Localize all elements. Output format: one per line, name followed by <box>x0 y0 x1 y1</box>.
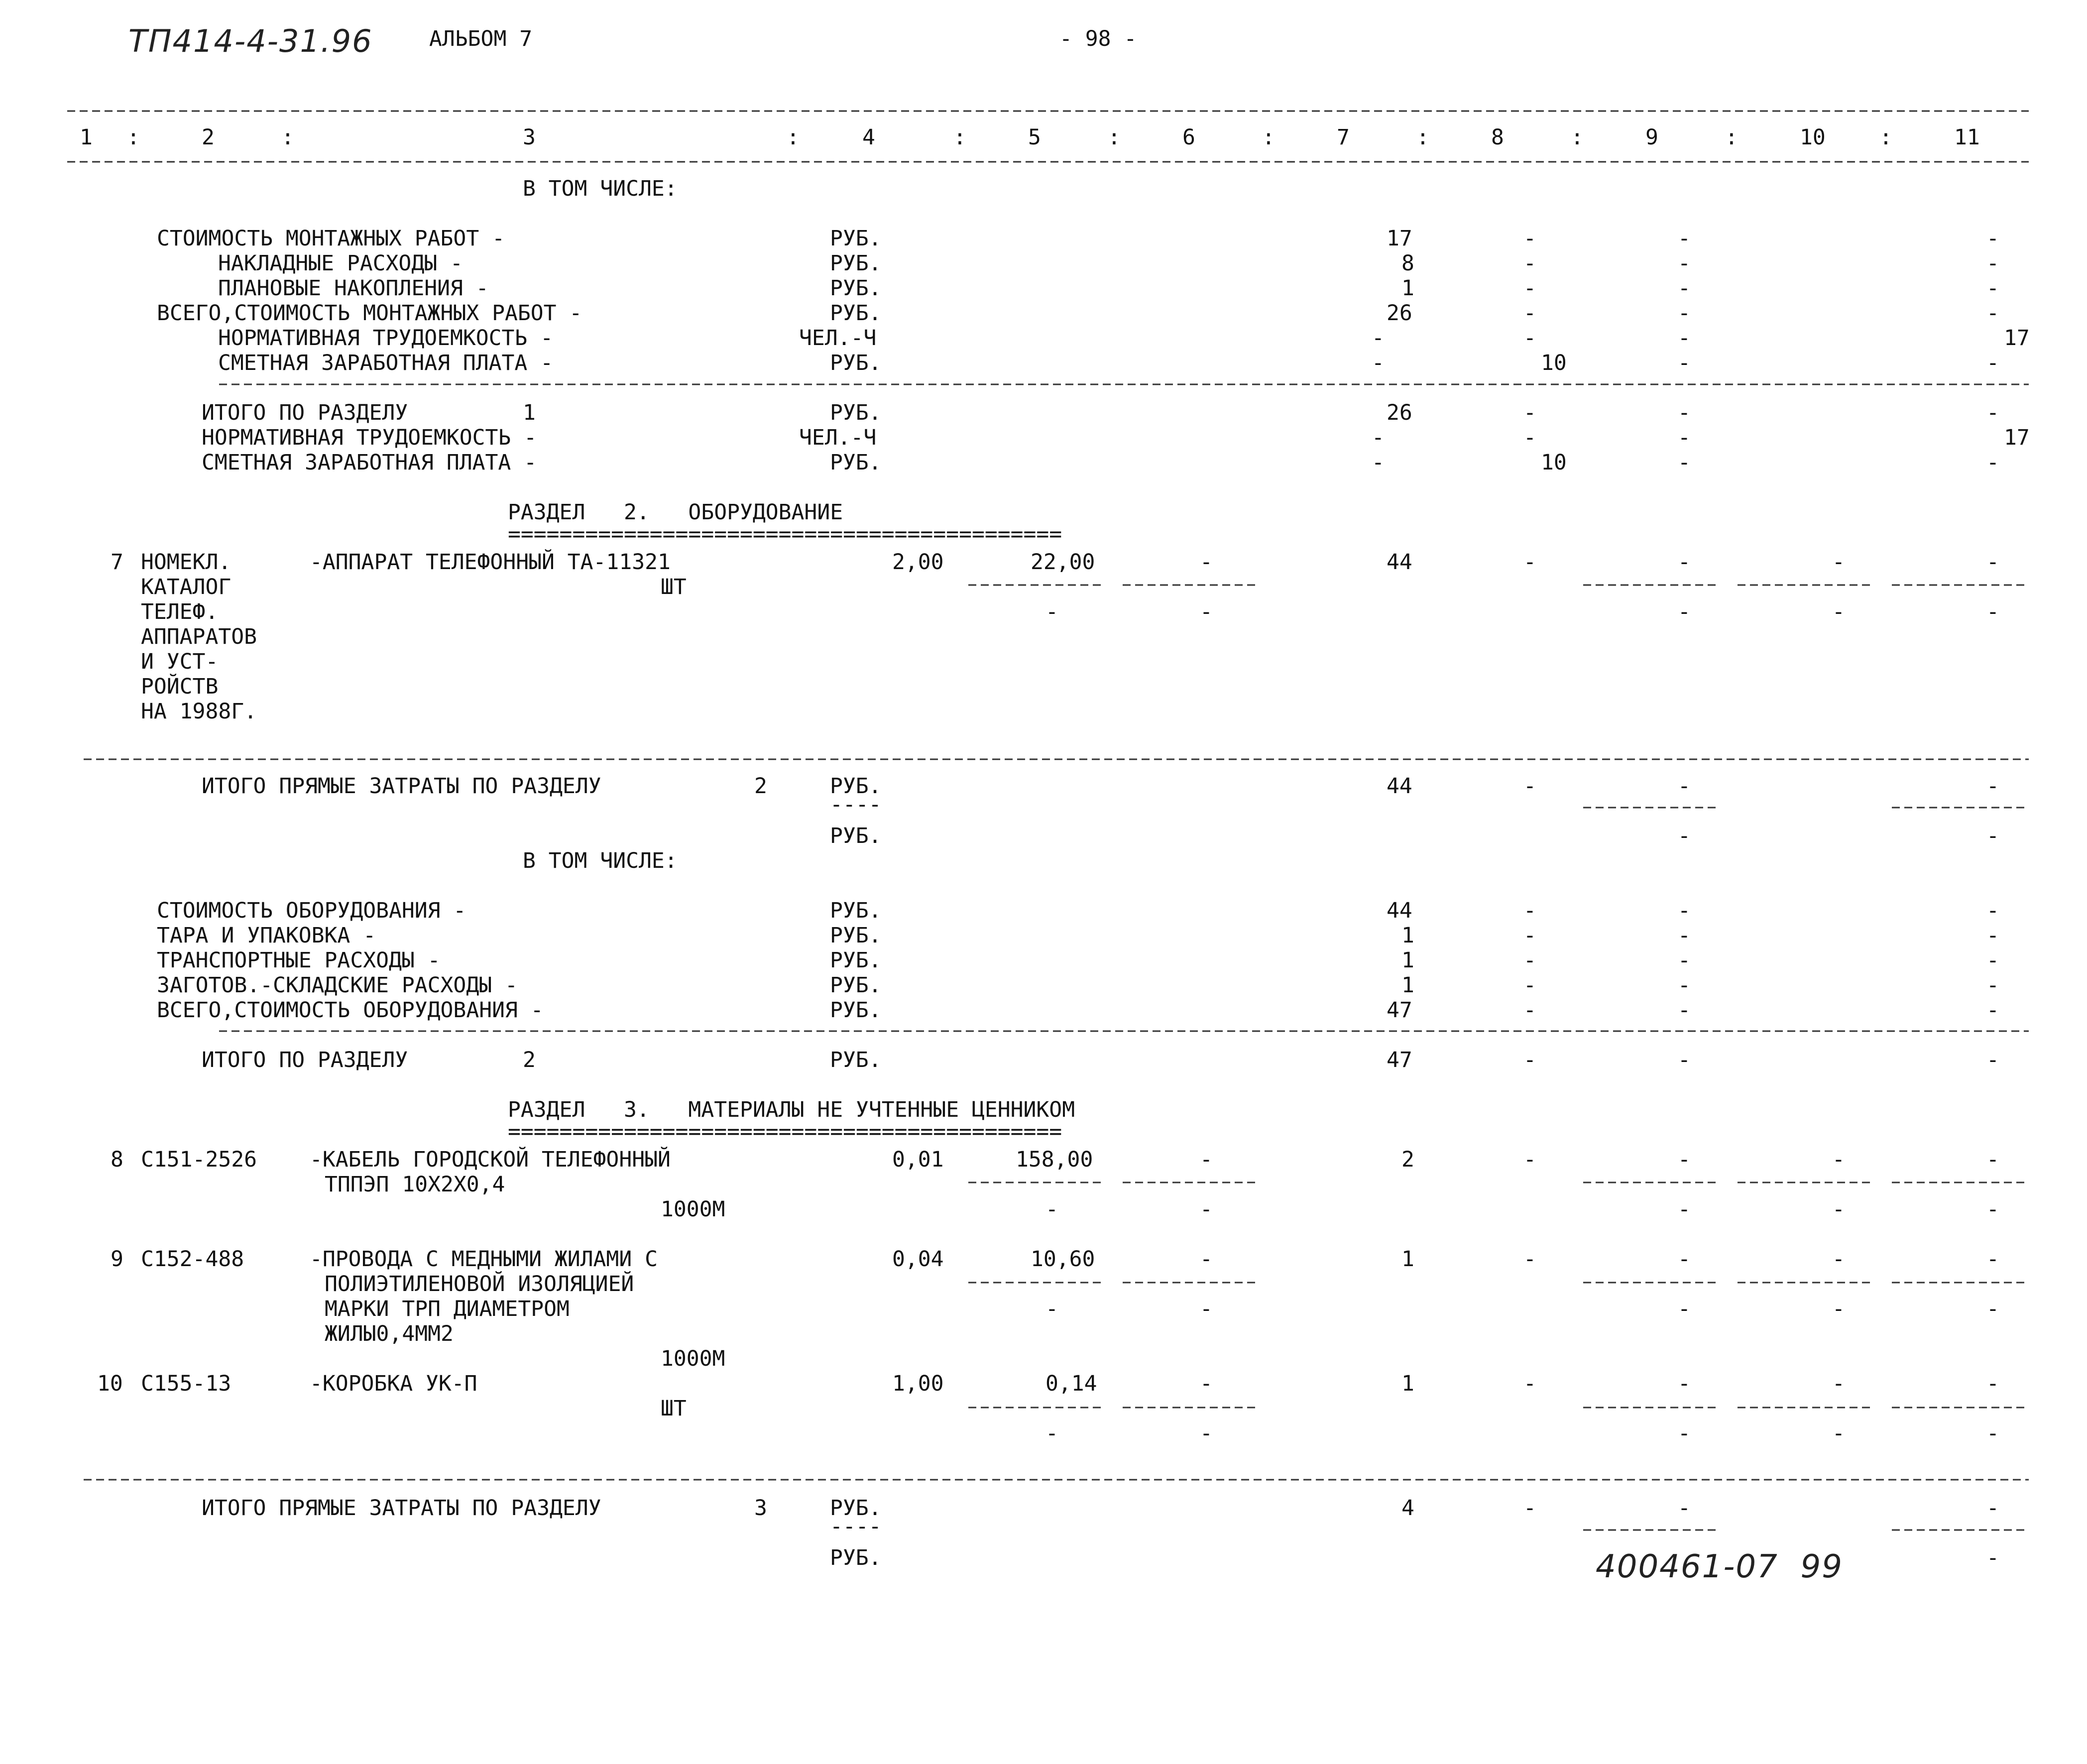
s1-row-unit: РУБ. <box>830 276 882 301</box>
item-7-code-line: КАТАЛОГ <box>141 575 232 599</box>
s2-row-c8: - <box>1523 948 1536 973</box>
s1-row-c11: - <box>1986 251 1999 276</box>
item-10-qty: 1,00 <box>892 1371 944 1396</box>
s1-total-label: СМЕТНАЯ ЗАРАБОТНАЯ ПЛАТА - <box>202 450 537 475</box>
item-9-c9: - <box>1678 1247 1691 1272</box>
s2-row-unit: РУБ. <box>830 923 882 948</box>
s1-total-unit: ЧЕЛ.-Ч <box>799 425 877 450</box>
s1-row-c9: - <box>1678 301 1691 326</box>
s2-row-c9: - <box>1678 948 1691 973</box>
handwritten-doc-code: ТП414-4-31.96 <box>128 23 373 59</box>
item-9-c6-sub: - <box>1200 1296 1213 1321</box>
s2-row-label: ТРАНСПОРТНЫЕ РАСХОДЫ - <box>157 948 441 973</box>
item-10-c10-sub: - <box>1832 1421 1845 1446</box>
item-7-c5-sub: - <box>1045 599 1058 624</box>
s1-total-unit: РУБ. <box>830 450 882 475</box>
s2-row-c7: 1 <box>1401 973 1414 998</box>
item-9-c9-sub: - <box>1678 1296 1691 1321</box>
item-7-unit: ШТ <box>661 575 687 599</box>
s1-row-c9: - <box>1678 226 1691 251</box>
item-9-price: 10,60 <box>1031 1247 1095 1272</box>
item-8-name-line: ТППЭП 10Х2Х0,4 <box>325 1172 505 1197</box>
item-10-name-line: -КОРОБКА УК-П <box>310 1371 477 1396</box>
section3-title: РАЗДЕЛ 3. МАТЕРИАЛЫ НЕ УЧТЕННЫЕ ЦЕННИКОМ <box>508 1097 1075 1122</box>
item-8-qty: 0,01 <box>892 1147 944 1172</box>
col-sep: : <box>1879 125 1892 150</box>
item-9-num: 9 <box>111 1247 123 1272</box>
item-7-c6-sub: - <box>1200 599 1213 624</box>
s2-direct-unit: РУБ. <box>830 774 882 799</box>
item-8-c10-sub: - <box>1832 1197 1845 1222</box>
s1-row-c7: - <box>1372 326 1385 351</box>
s2-row-c11: - <box>1986 973 1999 998</box>
s1-row-label: ПЛАНОВЫЕ НАКОПЛЕНИЯ - <box>218 276 489 301</box>
s2-total-c9: - <box>1678 1048 1691 1072</box>
item-9-c11-sub: - <box>1986 1296 1999 1321</box>
item-8-c7: 2 <box>1401 1147 1414 1172</box>
s3-direct-unit: РУБ. <box>830 1496 882 1521</box>
col-sep: : <box>127 125 140 150</box>
s1-total-c11: - <box>1986 400 1999 425</box>
s2-total-c8: - <box>1523 1048 1536 1072</box>
item-7-c7: 44 <box>1387 550 1412 575</box>
item-10-c5-sub: - <box>1045 1421 1058 1446</box>
item-7-c8: - <box>1523 550 1536 575</box>
s1-total-num: 1 <box>523 400 536 425</box>
s2-row-label: ЗАГОТОВ.-СКЛАДСКИЕ РАСХОДЫ - <box>157 973 518 998</box>
item-10-c11: - <box>1986 1371 1999 1396</box>
s2-direct-c11: - <box>1986 774 1999 799</box>
s1-row-label: НОРМАТИВНАЯ ТРУДОЕМКОСТЬ - <box>218 326 554 351</box>
s3-direct-unit-dashes: ---- <box>830 1514 882 1539</box>
s2-row-c11: - <box>1986 898 1999 923</box>
s2-row-unit: РУБ. <box>830 948 882 973</box>
s1-row-c11: - <box>1986 301 1999 326</box>
s1-total-c9: - <box>1678 425 1691 450</box>
item-10-c9-sub: - <box>1678 1421 1691 1446</box>
col-sep: : <box>1725 125 1738 150</box>
s1-row-c9: - <box>1678 251 1691 276</box>
s2-row-c11: - <box>1986 948 1999 973</box>
s1-row-c8: - <box>1523 251 1536 276</box>
item-9-name-line: ПОЛИЭТИЛЕНОВОЙ ИЗОЛЯЦИЕЙ <box>325 1272 634 1296</box>
item-10-c6-sub: - <box>1200 1421 1213 1446</box>
in-total-heading: В ТОМ ЧИСЛЕ: <box>523 848 678 873</box>
item-8-price: 158,00 <box>1016 1147 1093 1172</box>
s2-row-c7: 1 <box>1401 948 1414 973</box>
s3-direct-c8: - <box>1523 1496 1536 1521</box>
s2-direct-unit-dashes: ---- <box>830 792 882 817</box>
s2-row-c7: 44 <box>1387 898 1412 923</box>
item-9-c7: 1 <box>1401 1247 1414 1272</box>
item-10-price: 0,14 <box>1045 1371 1097 1396</box>
s2-row-c8: - <box>1523 973 1536 998</box>
s2-total-unit: РУБ. <box>830 1048 882 1072</box>
col-sep: : <box>1108 125 1121 150</box>
item-7-c10-sub: - <box>1832 599 1845 624</box>
item-8-c6: - <box>1200 1147 1213 1172</box>
s1-row-label: НАКЛАДНЫЕ РАСХОДЫ - <box>218 251 463 276</box>
s2-row-unit: РУБ. <box>830 898 882 923</box>
item-8-c9-sub: - <box>1678 1197 1691 1222</box>
s2-row-unit: РУБ. <box>830 998 882 1023</box>
section2-underline: =========================================== <box>508 522 1062 547</box>
item-9-name-line: МАРКИ ТРП ДИАМЕТРОМ <box>325 1296 570 1321</box>
s3-direct-num: 3 <box>754 1496 767 1521</box>
s1-row-label: ВСЕГО,СТОИМОСТЬ МОНТАЖНЫХ РАБОТ - <box>157 301 582 326</box>
s1-row-unit: ЧЕЛ.-Ч <box>799 326 877 351</box>
s1-total-c8: - <box>1523 400 1536 425</box>
col-num-10: 10 <box>1800 125 1826 150</box>
item-8-num: 8 <box>111 1147 123 1172</box>
s1-row-c9: - <box>1678 351 1691 375</box>
s1-total-c9: - <box>1678 400 1691 425</box>
col-sep: : <box>953 125 966 150</box>
item-7-c11: - <box>1986 550 1999 575</box>
col-num-4: 4 <box>862 125 875 150</box>
item-10-unit: ШТ <box>661 1396 687 1421</box>
s1-row-label: СТОИМОСТЬ МОНТАЖНЫХ РАБОТ - <box>157 226 505 251</box>
item-7-code-line: РОЙСТВ <box>141 674 219 699</box>
s2-row-c9: - <box>1678 923 1691 948</box>
s1-total-c8: 10 <box>1541 450 1567 475</box>
handwritten-stamp-number: 400461-07 99 <box>1596 1548 1843 1585</box>
s1-row-c11: 17 <box>2004 326 2030 351</box>
s2-row-label: ТАРА И УПАКОВКА - <box>157 923 376 948</box>
col-num-9: 9 <box>1645 125 1658 150</box>
s2-row-c8: - <box>1523 898 1536 923</box>
s1-total-label: ИТОГО ПО РАЗДЕЛУ <box>202 400 408 425</box>
s1-row-label: СМЕТНАЯ ЗАРАБОТНАЯ ПЛАТА - <box>218 351 554 375</box>
s2-direct-c11-sub: - <box>1986 823 1999 848</box>
item-9-c11: - <box>1986 1247 1999 1272</box>
s2-direct-c9: - <box>1678 774 1691 799</box>
item-7-code-line: И УСТ- <box>141 649 219 674</box>
s3-direct-c11: - <box>1986 1496 1999 1521</box>
item-7-name: -АППАРАТ ТЕЛЕФОННЫЙ ТА-11321 <box>310 550 671 575</box>
item-9-name-line: ЖИЛЫ0,4ММ2 <box>325 1321 454 1346</box>
item-10-c9: - <box>1678 1371 1691 1396</box>
col-num-11: 11 <box>1954 125 1980 150</box>
s1-row-unit: РУБ. <box>830 251 882 276</box>
s1-row-unit: РУБ. <box>830 301 882 326</box>
s2-total-num: 2 <box>523 1048 536 1072</box>
page-number: - 98 - <box>1059 26 1137 51</box>
col-sep: : <box>787 125 800 150</box>
album-label: АЛЬБОМ 7 <box>429 26 533 51</box>
section2-title: РАЗДЕЛ 2. ОБОРУДОВАНИЕ <box>508 500 843 525</box>
item-8-name-line: -КАБЕЛЬ ГОРОДСКОЙ ТЕЛЕФОННЫЙ <box>310 1147 671 1172</box>
s2-row-c9: - <box>1678 998 1691 1023</box>
section3-underline: =========================================== <box>508 1119 1062 1144</box>
s1-row-c8: - <box>1523 326 1536 351</box>
s1-total-c11: 17 <box>2004 425 2030 450</box>
col-num-6: 6 <box>1182 125 1195 150</box>
s1-total-c9: - <box>1678 450 1691 475</box>
item-10-c6: - <box>1200 1371 1213 1396</box>
item-9-c10: - <box>1832 1247 1845 1272</box>
s1-row-unit: РУБ. <box>830 226 882 251</box>
s3-direct-unit-2: РУБ. <box>830 1545 882 1570</box>
s1-total-unit: РУБ. <box>830 400 882 425</box>
item-8-c11: - <box>1986 1147 1999 1172</box>
col-sep: : <box>1571 125 1584 150</box>
item-8-code: С151-2526 <box>141 1147 257 1172</box>
s2-row-c7: 47 <box>1387 998 1412 1023</box>
s2-row-c7: 1 <box>1401 923 1414 948</box>
item-9-unit: 1000М <box>661 1346 725 1371</box>
s1-row-c11: - <box>1986 351 1999 375</box>
item-10-c7: 1 <box>1401 1371 1414 1396</box>
col-num-8: 8 <box>1491 125 1504 150</box>
in-total-heading: В ТОМ ЧИСЛЕ: <box>523 176 678 201</box>
s2-direct-c9-sub: - <box>1678 823 1691 848</box>
item-7-c6: - <box>1200 550 1213 575</box>
s3-direct-c11-sub: - <box>1986 1545 1999 1570</box>
item-10-c8: - <box>1523 1371 1536 1396</box>
item-9-qty: 0,04 <box>892 1247 944 1272</box>
item-7-price: 22,00 <box>1031 550 1095 575</box>
item-7-c11-sub: - <box>1986 599 1999 624</box>
item-7-c9: - <box>1678 550 1691 575</box>
item-9-name-line: -ПРОВОДА С МЕДНЫМИ ЖИЛАМИ С <box>310 1247 658 1272</box>
s1-row-c7: 26 <box>1387 301 1412 326</box>
item-10-c10: - <box>1832 1371 1845 1396</box>
s2-row-c11: - <box>1986 998 1999 1023</box>
s1-total-c11: - <box>1986 450 1999 475</box>
item-8-c10: - <box>1832 1147 1845 1172</box>
s2-row-c9: - <box>1678 973 1691 998</box>
s1-total-c7: - <box>1372 450 1385 475</box>
col-sep: : <box>281 125 294 150</box>
item-7-code-line: АППАРАТОВ <box>141 624 257 649</box>
item-8-unit: 1000М <box>661 1197 725 1222</box>
item-9-code: С152-488 <box>141 1247 244 1272</box>
col-num-1: 1 <box>80 125 93 150</box>
s2-direct-c7: 44 <box>1387 774 1412 799</box>
s3-direct-c9: - <box>1678 1496 1691 1521</box>
item-8-c9: - <box>1678 1147 1691 1172</box>
item-7-c9-sub: - <box>1678 599 1691 624</box>
s1-row-c11: - <box>1986 226 1999 251</box>
item-7-c10: - <box>1832 550 1845 575</box>
item-9-c10-sub: - <box>1832 1296 1845 1321</box>
s2-direct-label: ИТОГО ПРЯМЫЕ ЗАТРАТЫ ПО РАЗДЕЛУ <box>202 774 601 799</box>
s2-direct-num: 2 <box>754 774 767 799</box>
item-10-num: 10 <box>97 1371 123 1396</box>
col-num-2: 2 <box>202 125 215 150</box>
col-num-5: 5 <box>1028 125 1041 150</box>
item-8-c5-sub: - <box>1045 1197 1058 1222</box>
s1-row-c9: - <box>1678 276 1691 301</box>
s2-row-c8: - <box>1523 923 1536 948</box>
item-10-code: С155-13 <box>141 1371 232 1396</box>
s2-row-c9: - <box>1678 898 1691 923</box>
s2-direct-unit-2: РУБ. <box>830 823 882 848</box>
item-7-code-line: НА 1988Г. <box>141 699 257 724</box>
s3-direct-label: ИТОГО ПРЯМЫЕ ЗАТРАТЫ ПО РАЗДЕЛУ <box>202 1496 601 1521</box>
s1-total-c8: - <box>1523 425 1536 450</box>
s1-row-c8: - <box>1523 276 1536 301</box>
item-7-qty: 2,00 <box>892 550 944 575</box>
item-9-c8: - <box>1523 1247 1536 1272</box>
item-9-c6: - <box>1200 1247 1213 1272</box>
s1-row-c9: - <box>1678 326 1691 351</box>
item-7-code-line: ТЕЛЕФ. <box>141 599 219 624</box>
s1-row-c8: - <box>1523 226 1536 251</box>
s1-row-c8: 10 <box>1541 351 1567 375</box>
item-8-c8: - <box>1523 1147 1536 1172</box>
s2-total-c11: - <box>1986 1048 1999 1072</box>
s2-row-c11: - <box>1986 923 1999 948</box>
s2-row-unit: РУБ. <box>830 973 882 998</box>
s1-row-c11: - <box>1986 276 1999 301</box>
s2-row-c8: - <box>1523 998 1536 1023</box>
item-10-c11-sub: - <box>1986 1421 1999 1446</box>
s1-total-label: НОРМАТИВНАЯ ТРУДОЕМКОСТЬ - <box>202 425 537 450</box>
s1-total-c7: 26 <box>1387 400 1412 425</box>
col-sep: : <box>1416 125 1429 150</box>
s1-row-c7: - <box>1372 351 1385 375</box>
item-9-c5-sub: - <box>1045 1296 1058 1321</box>
s1-row-c7: 17 <box>1387 226 1412 251</box>
s2-direct-c8: - <box>1523 774 1536 799</box>
s2-row-label: ВСЕГО,СТОИМОСТЬ ОБОРУДОВАНИЯ - <box>157 998 544 1023</box>
s1-row-c8: - <box>1523 301 1536 326</box>
s3-direct-c7: 4 <box>1401 1496 1414 1521</box>
item-8-c6-sub: - <box>1200 1197 1213 1222</box>
s2-total-label: ИТОГО ПО РАЗДЕЛУ <box>202 1048 408 1072</box>
s1-total-c7: - <box>1372 425 1385 450</box>
item-7-code-line: НОМЕКЛ. <box>141 550 232 575</box>
s1-row-unit: РУБ. <box>830 351 882 375</box>
s1-row-c7: 1 <box>1401 276 1414 301</box>
col-num-3: 3 <box>523 125 536 150</box>
s2-row-label: СТОИМОСТЬ ОБОРУДОВАНИЯ - <box>157 898 466 923</box>
s1-row-c7: 8 <box>1401 251 1414 276</box>
col-sep: : <box>1262 125 1275 150</box>
item-7-num: 7 <box>111 550 123 575</box>
item-8-c11-sub: - <box>1986 1197 1999 1222</box>
s2-total-c7: 47 <box>1387 1048 1412 1072</box>
col-num-7: 7 <box>1337 125 1350 150</box>
